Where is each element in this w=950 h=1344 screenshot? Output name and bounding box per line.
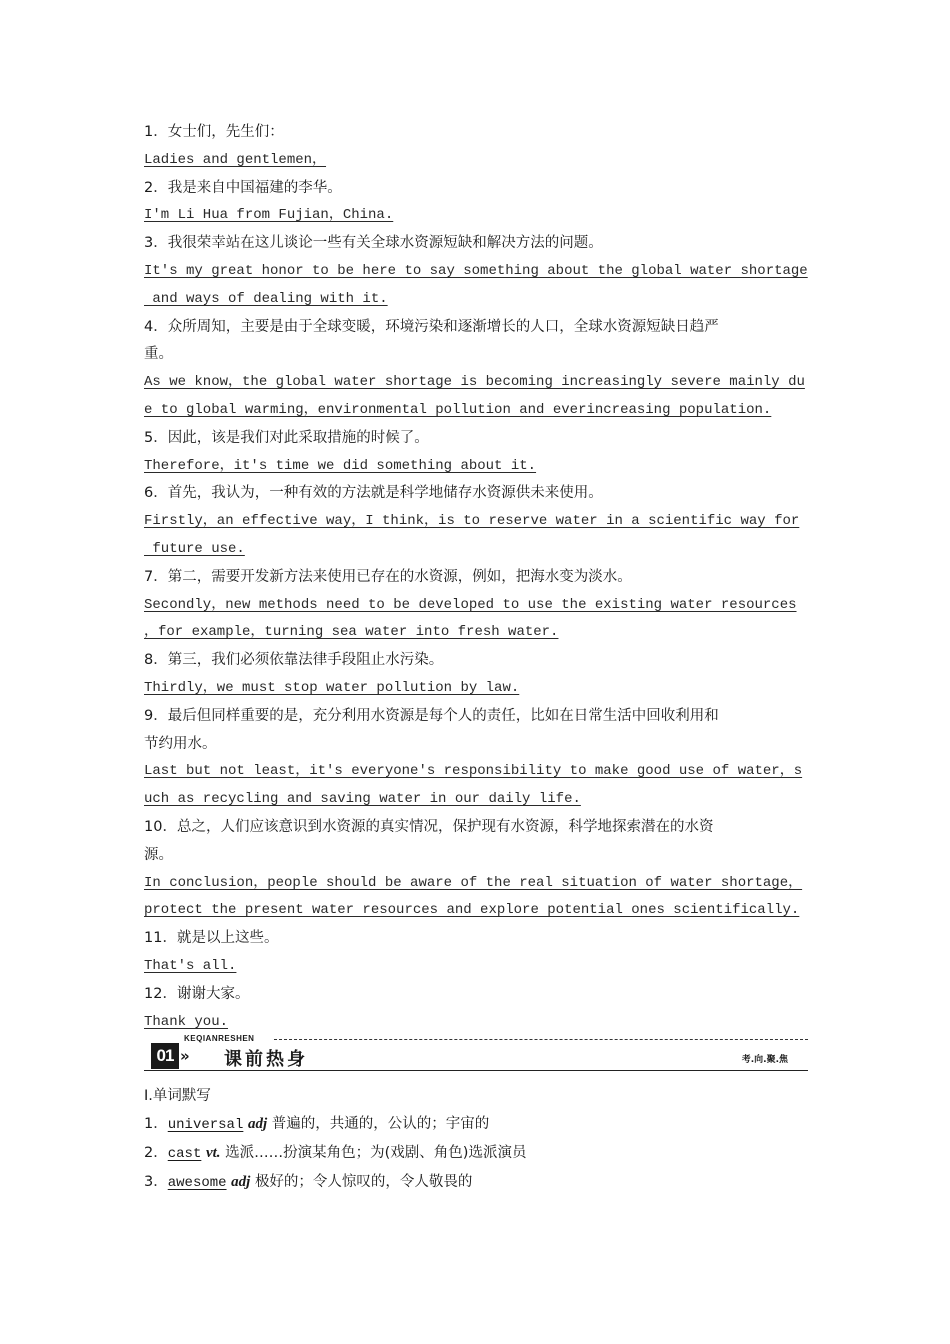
chinese-sentence bbox=[144, 119, 808, 147]
item-number: 5． bbox=[144, 429, 168, 446]
vocab-meaning: 极好的；令人惊叹的，令人敬畏的 bbox=[254, 1173, 473, 1190]
vocab-list bbox=[144, 1111, 808, 1197]
vocab-section bbox=[144, 1083, 808, 1197]
english-answer: As we know，the global water shortage is becoming increasingly severe mainly du bbox=[144, 374, 805, 391]
translation-list bbox=[144, 119, 808, 1036]
chinese-text-continued: 重。 bbox=[144, 346, 173, 363]
chinese-sentence bbox=[144, 647, 808, 675]
english-answer: Thank you. bbox=[144, 1013, 229, 1030]
chevron-right-icon: » bbox=[180, 1047, 190, 1066]
chinese-text: 总之，人们应该意识到水资源的真实情况，保护现有水资源，科学地探索潜在的水资 bbox=[176, 818, 714, 835]
item-number: 4． bbox=[144, 318, 168, 335]
chinese-text: 最后但同样重要的是，充分利用水资源是每个人的责任，比如在日常生活中回收利用和 bbox=[167, 707, 719, 724]
chinese-text: 我是来自中国福建的李华。 bbox=[167, 179, 342, 196]
english-answer: It's my great honor to be here to say something about the global water shortage bbox=[144, 262, 808, 279]
english-answer: e to global warming，environmental pollution and everincreasing population. bbox=[144, 401, 772, 418]
banner-rule bbox=[144, 1070, 808, 1071]
section-banner bbox=[144, 1034, 808, 1083]
chinese-sentence bbox=[144, 230, 808, 258]
banner-badge: 01 bbox=[151, 1043, 179, 1069]
english-answer: Ladies and gentlemen， bbox=[144, 151, 327, 168]
banner-heading: 课前热身 bbox=[224, 1049, 308, 1071]
item-number: 9． bbox=[144, 707, 168, 724]
chinese-text: 女士们，先生们： bbox=[167, 124, 284, 140]
banner-pinyin: KEQIANRESHEN bbox=[184, 1034, 255, 1044]
chinese-text: 谢谢大家。 bbox=[176, 985, 250, 1002]
vocab-entry bbox=[144, 1111, 808, 1140]
chinese-text: 第二，需要开发新方法来使用已存在的水资源，例如，把海水变为淡水。 bbox=[167, 568, 632, 585]
english-answer: and ways of dealing with it. bbox=[144, 290, 388, 307]
item-number: 1． bbox=[144, 124, 168, 140]
banner-dashed-line bbox=[274, 1039, 808, 1040]
item-number: 11． bbox=[144, 930, 177, 947]
chinese-sentence bbox=[144, 925, 808, 953]
chinese-sentence bbox=[144, 814, 808, 842]
english-answer: Firstly，an effective way，I think，is to reserve water in a scientific way for bbox=[144, 513, 800, 530]
item-number: 7． bbox=[144, 568, 168, 585]
item-number: 2． bbox=[144, 179, 168, 196]
item-number: 3． bbox=[144, 235, 168, 252]
item-number: 12． bbox=[144, 985, 177, 1002]
english-answer: That's all. bbox=[144, 957, 237, 974]
english-answer: Secondly，new methods need to be developed to use the existing water resources bbox=[144, 596, 797, 613]
vocab-part-of-speech: vt. bbox=[205, 1144, 221, 1161]
vocab-section-title: Ⅰ.单词默写 bbox=[144, 1088, 211, 1105]
english-answer: Thirdly，we must stop water pollution by law. bbox=[144, 679, 520, 696]
chinese-sentence bbox=[144, 564, 808, 592]
english-answer: future use. bbox=[144, 540, 245, 557]
english-answer: I'm Li Hua from Fujian，China. bbox=[144, 207, 394, 224]
item-number: 10． bbox=[144, 818, 177, 835]
chinese-text: 就是以上这些。 bbox=[176, 930, 279, 947]
english-answer: uch as recycling and saving water in our daily life. bbox=[144, 791, 581, 808]
chinese-sentence bbox=[144, 425, 808, 453]
english-answer: Therefore，it's time we did something about it. bbox=[144, 457, 537, 474]
vocab-word: universal bbox=[167, 1117, 244, 1134]
chinese-text: 众所周知，主要是由于全球变暖，环境污染和逐渐增长的人口，全球水资源短缺日趋严 bbox=[167, 318, 719, 335]
vocab-entry bbox=[144, 1169, 808, 1198]
chinese-text: 我很荣幸站在这儿谈论一些有关全球水资源短缺和解决方法的问题。 bbox=[167, 235, 603, 252]
vocab-number: 3． bbox=[144, 1173, 168, 1190]
chinese-text: 第三，我们必须依靠法律手段阻止水污染。 bbox=[167, 652, 444, 669]
vocab-number: 1． bbox=[144, 1116, 168, 1133]
english-answer: Last but not least，it's everyone's responsibility to make good use of water，s bbox=[144, 763, 803, 780]
english-answer: ，for example，turning sea water into fresh water. bbox=[144, 624, 559, 641]
chinese-text-continued: 节约用水。 bbox=[144, 735, 217, 752]
item-number: 6． bbox=[144, 485, 168, 502]
chinese-sentence bbox=[144, 314, 808, 342]
chinese-sentence bbox=[144, 703, 808, 731]
vocab-meaning: 普遍的，共通的，公认的；宇宙的 bbox=[271, 1116, 490, 1133]
chinese-sentence bbox=[144, 480, 808, 508]
vocab-word: cast bbox=[167, 1145, 202, 1162]
item-number: 8． bbox=[144, 652, 168, 669]
vocab-part-of-speech: adj bbox=[231, 1173, 251, 1190]
chinese-text: 首先，我认为，一种有效的方法就是科学地储存水资源供未来使用。 bbox=[167, 485, 603, 502]
vocab-number: 2． bbox=[144, 1144, 168, 1161]
vocab-word: awesome bbox=[167, 1174, 227, 1191]
chinese-text-continued: 源。 bbox=[144, 846, 173, 863]
chinese-sentence bbox=[144, 981, 808, 1009]
english-answer: In conclusion，people should be aware of the real situation of water shortage， bbox=[144, 874, 803, 891]
document-page bbox=[144, 119, 808, 1197]
vocab-part-of-speech: adj bbox=[247, 1116, 268, 1133]
vocab-meaning: 选派……扮演某角色；为(戏剧、角色)选派演员 bbox=[225, 1144, 527, 1161]
vocab-entry bbox=[144, 1140, 808, 1169]
banner-right-label: 考.向.聚.焦 bbox=[741, 1055, 788, 1066]
chinese-text: 因此，该是我们对此采取措施的时候了。 bbox=[167, 429, 429, 446]
english-answer: protect the present water resources and explore potential ones scientifically. bbox=[144, 902, 800, 919]
chinese-sentence bbox=[144, 175, 808, 203]
